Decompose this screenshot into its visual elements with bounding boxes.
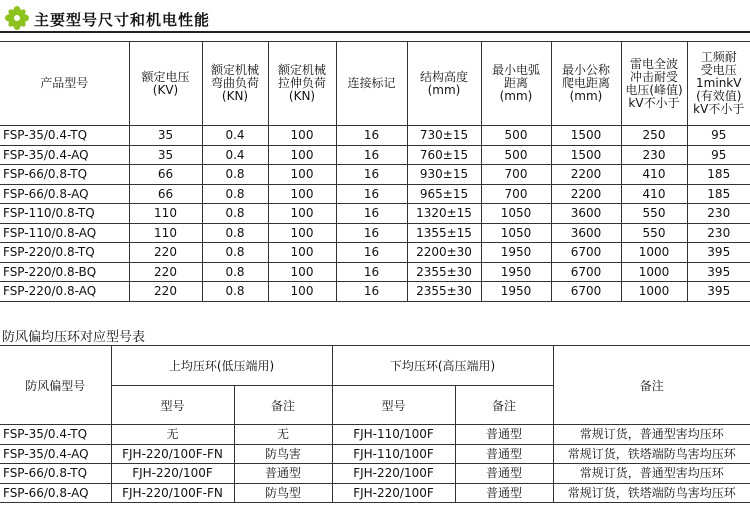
table-cell: FSP-110/0.8-TQ bbox=[0, 204, 129, 224]
table-cell: FJH-220/100F bbox=[332, 464, 455, 484]
table-cell: 6700 bbox=[551, 262, 621, 282]
table-cell: 无 bbox=[111, 425, 234, 445]
specs-col-header: 结构高度 (mm) bbox=[407, 42, 481, 126]
table-row bbox=[0, 145, 750, 165]
table-cell: FSP-220/0.8-TQ bbox=[0, 243, 129, 263]
table-cell: 2200±30 bbox=[407, 243, 481, 263]
table-row bbox=[0, 464, 750, 484]
table-cell: 66 bbox=[129, 165, 202, 185]
table-cell: 防鸟害 bbox=[234, 444, 332, 464]
table-cell: FSP-220/0.8-AQ bbox=[0, 282, 129, 302]
table-cell: 0.8 bbox=[202, 262, 268, 282]
lower-ring-group-header: 下均压环(高压端用) bbox=[332, 346, 553, 386]
table-cell: 230 bbox=[687, 204, 750, 224]
table-cell: 1050 bbox=[481, 204, 551, 224]
table-cell: 1500 bbox=[551, 126, 621, 146]
specs-col-header: 连接标记 bbox=[336, 42, 407, 126]
specs-col-header: 额定机械 弯曲负荷 (KN) bbox=[202, 42, 268, 126]
table-cell: 410 bbox=[621, 184, 687, 204]
table-cell: 常规订货，普通型害均压环 bbox=[553, 464, 750, 484]
table-cell: 2200 bbox=[551, 165, 621, 185]
table-cell: 常规订货，普通型害均压环 bbox=[553, 425, 750, 445]
table-cell: 1355±15 bbox=[407, 223, 481, 243]
table-cell: FJH-220/100F-FN bbox=[111, 483, 234, 503]
table-cell: FSP-66/0.8-AQ bbox=[0, 483, 111, 503]
table-cell: FSP-220/0.8-BQ bbox=[0, 262, 129, 282]
table-row bbox=[0, 243, 750, 263]
table-cell: 700 bbox=[481, 165, 551, 185]
table-cell: 185 bbox=[687, 184, 750, 204]
table-cell: 16 bbox=[336, 145, 407, 165]
table-cell: 500 bbox=[481, 126, 551, 146]
table-cell: 95 bbox=[687, 126, 750, 146]
table-cell: 0.8 bbox=[202, 204, 268, 224]
table-cell: 700 bbox=[481, 184, 551, 204]
table-cell: FSP-35/0.4-AQ bbox=[0, 145, 129, 165]
table-cell: 395 bbox=[687, 243, 750, 263]
table-cell: 100 bbox=[268, 223, 336, 243]
table-cell: 930±15 bbox=[407, 165, 481, 185]
table-cell: 1500 bbox=[551, 145, 621, 165]
table-cell: 730±15 bbox=[407, 126, 481, 146]
table-cell: 16 bbox=[336, 262, 407, 282]
table-cell: FJH-220/100F-FN bbox=[111, 444, 234, 464]
table-cell: 965±15 bbox=[407, 184, 481, 204]
ring-table bbox=[0, 345, 750, 503]
table-row bbox=[0, 165, 750, 185]
table-cell: FJH-220/100F bbox=[111, 464, 234, 484]
specs-col-header: 雷电全波 冲击耐受 电压(峰值) kV不小于 bbox=[621, 42, 687, 126]
table-cell: 1950 bbox=[481, 243, 551, 263]
remark-header: 备注 bbox=[553, 346, 750, 425]
table-cell: 1000 bbox=[621, 282, 687, 302]
table-cell: 16 bbox=[336, 165, 407, 185]
specs-col-header: 额定电压 (KV) bbox=[129, 42, 202, 126]
table-cell: 16 bbox=[336, 223, 407, 243]
table-cell: 100 bbox=[268, 282, 336, 302]
table-cell: FSP-66/0.8-TQ bbox=[0, 464, 111, 484]
table-cell: 常规订货，铁塔端防鸟害均压环 bbox=[553, 483, 750, 503]
title-divider bbox=[0, 31, 750, 33]
specs-col-header: 额定机械 拉伸负荷 (KN) bbox=[268, 42, 336, 126]
table-cell: FJH-110/100F bbox=[332, 425, 455, 445]
table-cell: 防鸟型 bbox=[234, 483, 332, 503]
table-cell: 1950 bbox=[481, 282, 551, 302]
table-cell: FJH-110/100F bbox=[332, 444, 455, 464]
lower-model-header: 型号 bbox=[332, 386, 455, 425]
upper-model-header: 型号 bbox=[111, 386, 234, 425]
specs-col-header: 最小公称 爬电距离 (mm) bbox=[551, 42, 621, 126]
table-cell: 100 bbox=[268, 165, 336, 185]
table-cell: 常规订货，铁塔端防鸟害均压环 bbox=[553, 444, 750, 464]
table-cell: 2200 bbox=[551, 184, 621, 204]
specs-col-header: 最小电弧 距离 (mm) bbox=[481, 42, 551, 126]
table-row bbox=[0, 282, 750, 302]
table-cell: 550 bbox=[621, 223, 687, 243]
table-row bbox=[0, 126, 750, 146]
lower-note-header: 备注 bbox=[455, 386, 553, 425]
table-cell: 普通型 bbox=[234, 464, 332, 484]
table-cell: 100 bbox=[268, 243, 336, 263]
table-row bbox=[0, 262, 750, 282]
specs-col-header: 产品型号 bbox=[0, 42, 129, 126]
table-cell: 无 bbox=[234, 425, 332, 445]
leaf-logo-icon bbox=[4, 5, 30, 31]
table-cell: 16 bbox=[336, 243, 407, 263]
table-cell: 66 bbox=[129, 184, 202, 204]
table-cell: 6700 bbox=[551, 243, 621, 263]
table-cell: 220 bbox=[129, 243, 202, 263]
table-cell: FSP-110/0.8-AQ bbox=[0, 223, 129, 243]
table-cell: 250 bbox=[621, 126, 687, 146]
table-cell: 230 bbox=[687, 223, 750, 243]
page-title: 主要型号尺寸和机电性能 bbox=[34, 11, 211, 29]
table-cell: 0.4 bbox=[202, 126, 268, 146]
table-row bbox=[0, 223, 750, 243]
table-cell: 普通型 bbox=[455, 444, 553, 464]
table-cell: 3600 bbox=[551, 204, 621, 224]
table-cell: 100 bbox=[268, 126, 336, 146]
table-cell: 16 bbox=[336, 282, 407, 302]
table-cell: 220 bbox=[129, 262, 202, 282]
table-cell: 16 bbox=[336, 204, 407, 224]
table-cell: FSP-35/0.4-AQ bbox=[0, 444, 111, 464]
table-cell: FSP-35/0.4-TQ bbox=[0, 126, 129, 146]
table-cell: 100 bbox=[268, 184, 336, 204]
table-row bbox=[0, 184, 750, 204]
table-cell: 6700 bbox=[551, 282, 621, 302]
table-cell: 0.8 bbox=[202, 223, 268, 243]
table-cell: 2355±30 bbox=[407, 282, 481, 302]
table-cell: 395 bbox=[687, 262, 750, 282]
table-cell: 410 bbox=[621, 165, 687, 185]
section2-title: 防风偏均压环对应型号表 bbox=[2, 330, 146, 345]
table-cell: 0.8 bbox=[202, 165, 268, 185]
table-cell: 35 bbox=[129, 126, 202, 146]
table-cell: 110 bbox=[129, 223, 202, 243]
table-cell: 1000 bbox=[621, 243, 687, 263]
specs-table bbox=[0, 41, 750, 302]
table-cell: 1950 bbox=[481, 262, 551, 282]
table-cell: 0.4 bbox=[202, 145, 268, 165]
table-cell: FSP-66/0.8-TQ bbox=[0, 165, 129, 185]
upper-note-header: 备注 bbox=[234, 386, 332, 425]
table-row bbox=[0, 444, 750, 464]
page-header bbox=[0, 0, 750, 34]
table-cell: 35 bbox=[129, 145, 202, 165]
table-cell: 110 bbox=[129, 204, 202, 224]
table-cell: 0.8 bbox=[202, 243, 268, 263]
table-cell: 普通型 bbox=[455, 464, 553, 484]
table-cell: 普通型 bbox=[455, 425, 553, 445]
table-row bbox=[0, 425, 750, 445]
table-cell: 普通型 bbox=[455, 483, 553, 503]
table-cell: FJH-220/100F bbox=[332, 483, 455, 503]
table-cell: 0.8 bbox=[202, 282, 268, 302]
table-cell: 16 bbox=[336, 126, 407, 146]
table-cell: 0.8 bbox=[202, 184, 268, 204]
table-cell: FSP-35/0.4-TQ bbox=[0, 425, 111, 445]
table-row bbox=[0, 483, 750, 503]
table-cell: 220 bbox=[129, 282, 202, 302]
specs-col-header: 工频耐 受电压 1minkV (有效值) kV不小于 bbox=[687, 42, 750, 126]
table-cell: 2355±30 bbox=[407, 262, 481, 282]
specs-header-row bbox=[0, 42, 750, 126]
table-cell: 95 bbox=[687, 145, 750, 165]
table-cell: 1320±15 bbox=[407, 204, 481, 224]
table-cell: FSP-66/0.8-AQ bbox=[0, 184, 129, 204]
table-cell: 500 bbox=[481, 145, 551, 165]
table-cell: 100 bbox=[268, 262, 336, 282]
table-cell: 3600 bbox=[551, 223, 621, 243]
table-cell: 1050 bbox=[481, 223, 551, 243]
table-cell: 100 bbox=[268, 204, 336, 224]
table-cell: 1000 bbox=[621, 262, 687, 282]
upper-ring-group-header: 上均压环(低压端用) bbox=[111, 346, 332, 386]
table-cell: 185 bbox=[687, 165, 750, 185]
table-cell: 16 bbox=[336, 184, 407, 204]
table-cell: 395 bbox=[687, 282, 750, 302]
table-cell: 550 bbox=[621, 204, 687, 224]
col-model-header: 防风偏型号 bbox=[0, 346, 111, 425]
table-cell: 100 bbox=[268, 145, 336, 165]
table-row bbox=[0, 204, 750, 224]
table-cell: 230 bbox=[621, 145, 687, 165]
table-cell: 760±15 bbox=[407, 145, 481, 165]
